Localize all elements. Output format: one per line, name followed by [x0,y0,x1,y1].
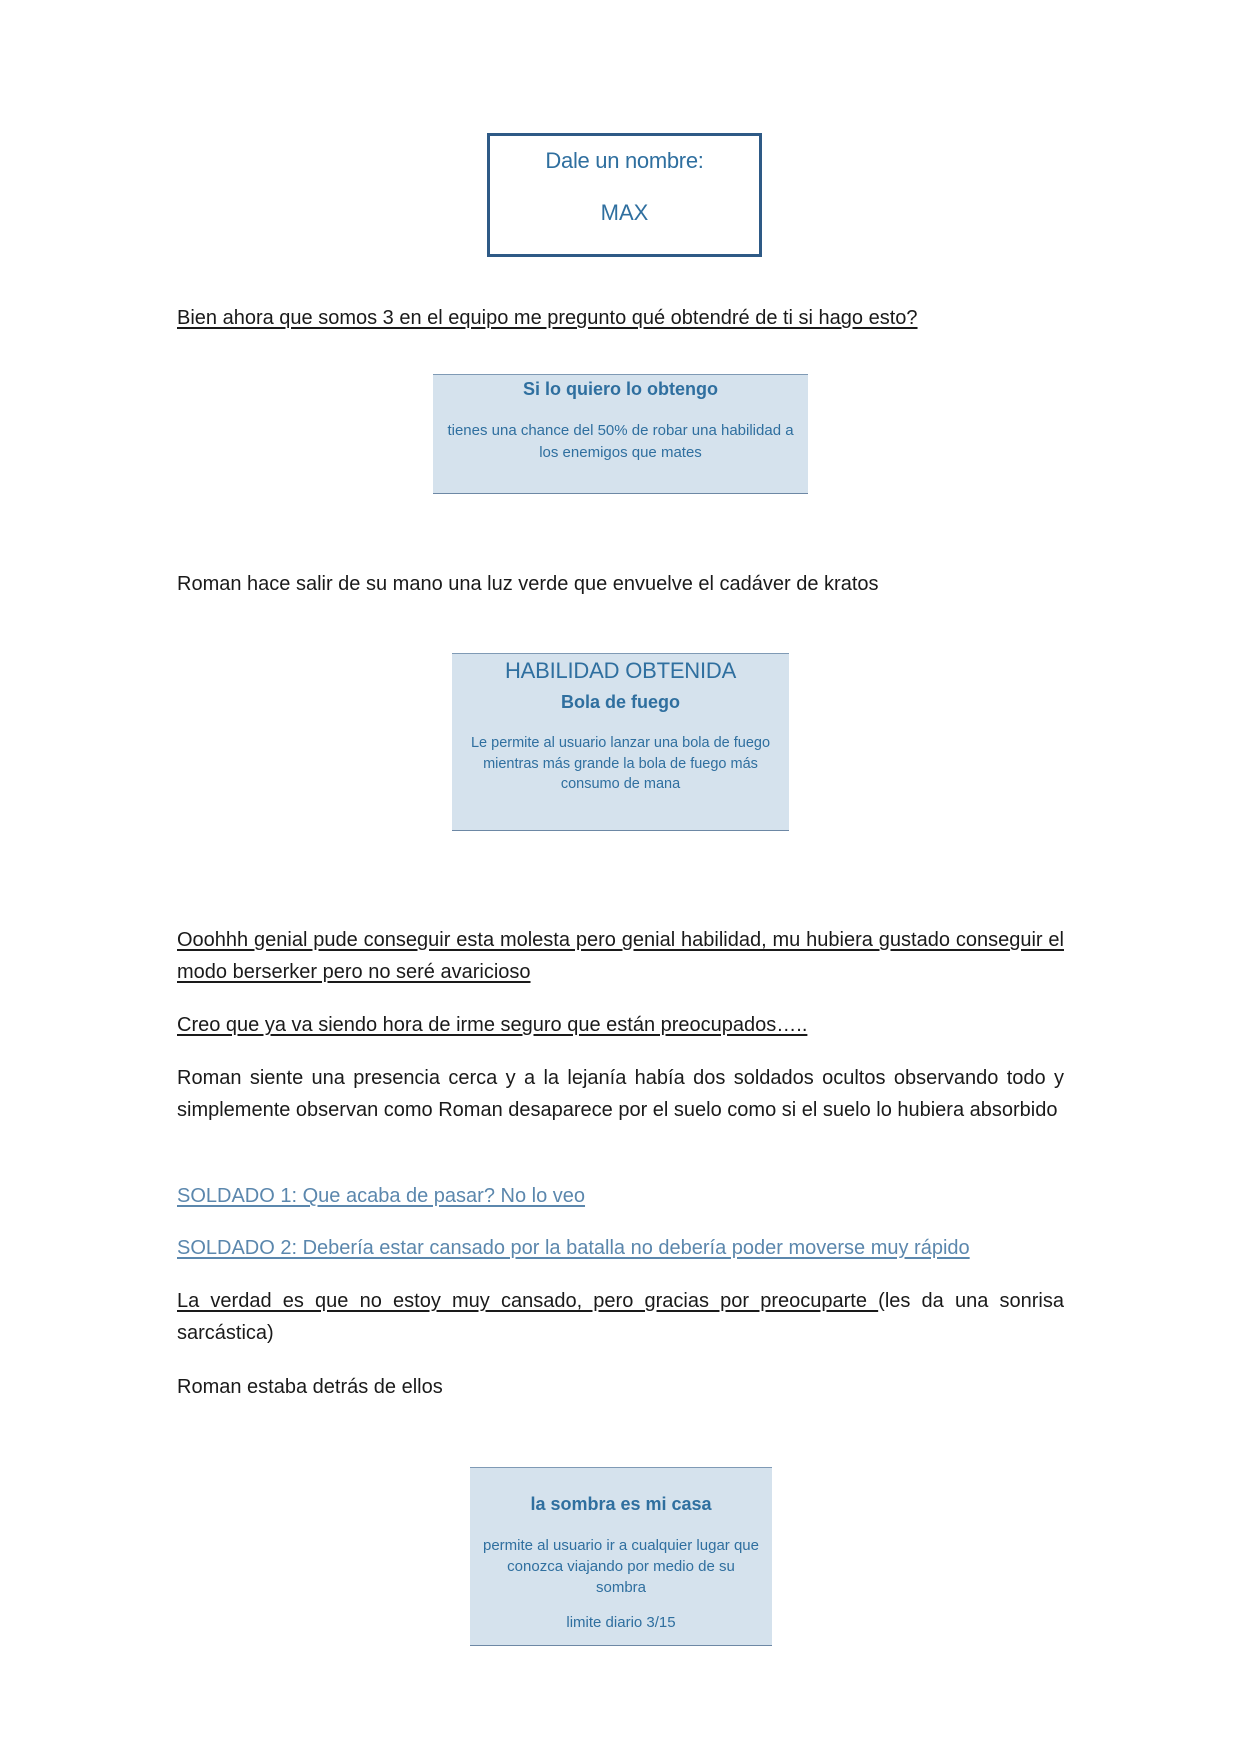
skill-steal-description: tienes una chance del 50% de robar una habilidad a los enemigos que mates [447,422,794,461]
skill-fireball-title: Bola de fuego [560,692,680,712]
paragraph-soldier-1 [177,1180,1064,1212]
skill-shadow-limit: limite diario 3/15 [566,1614,676,1631]
paragraph-3 [177,924,1064,988]
skill-shadow-title: la sombra es mi casa [530,1494,712,1514]
skill-box-steal [433,374,808,494]
paragraph-2: Roman hace salir de su mano una luz verde que envuelve el cadáver de kratos [177,573,879,595]
paragraph-1 [177,302,1064,334]
paragraph-1-text: Bien ahora que somos 3 en el equipo me pregunto qué obtendré de ti si hago esto? [177,307,918,329]
paragraph-9: Roman estaba detrás de ellos [177,1376,443,1398]
paragraph-3-text: Ooohhh genial pude conseguir esta molesta pero genial habilidad, mu hubiera gustado conseguir el modo berserker pero no seré avaricioso [177,929,1064,983]
paragraph-8-rest: (les da una sonrisa sarcástica) [177,1290,1064,1344]
name-prompt-label: Dale un nombre: [545,148,704,173]
paragraph-soldier-2 [177,1232,1064,1264]
paragraph-4-text: Creo que ya va siendo hora de irme seguro que están preocupados….. [177,1014,808,1036]
skill-shadow-description: permite al usuario ir a cualquier lugar que conozca viajando por medio de su sombra [483,1537,759,1596]
paragraph-4 [177,1009,1064,1041]
name-prompt-value: MAX [600,200,649,225]
paragraph-8 [177,1285,1064,1349]
name-prompt-box [487,133,762,257]
skill-fireball-description: Le permite al usuario lanzar una bola de fuego mientras más grande la bola de fuego más consumo de mana [470,735,771,792]
skill-obtained-header: HABILIDAD OBTENIDA [504,658,737,683]
paragraph-8-underlined: La verdad es que no estoy muy cansado, pero gracias por preocuparte [177,1290,879,1312]
soldier-2-line: SOLDADO 2: Debería estar cansado por la batalla no debería poder moverse muy rápido [177,1237,970,1259]
skill-steal-title: Si lo quiero lo obtengo [523,379,718,399]
paragraph-5: Roman siente una presencia cerca y a la lejanía había dos soldados ocultos observando todo y simplemente observan como Roman desaparece por el suelo como si el suelo lo hubiera absorbido [177,1067,1064,1121]
skill-box-fireball [452,653,789,831]
soldier-1-line: SOLDADO 1: Que acaba de pasar? No lo veo [177,1185,586,1207]
skill-box-shadow [470,1467,772,1646]
